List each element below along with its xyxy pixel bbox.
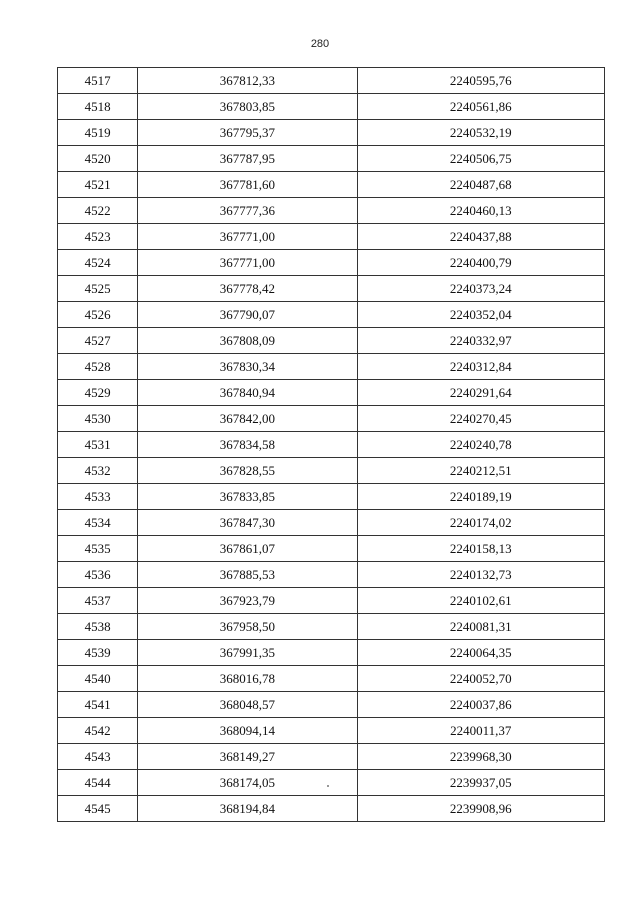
y-coordinate-cell: 2240400,79 bbox=[357, 250, 604, 276]
y-coordinate-cell: 2240240,78 bbox=[357, 432, 604, 458]
table-row bbox=[58, 666, 605, 692]
x-coordinate-cell: 368174,05 bbox=[138, 770, 357, 796]
y-coordinate-cell: 2239908,96 bbox=[357, 796, 604, 822]
table-row bbox=[58, 302, 605, 328]
x-coordinate-cell: 367771,00 bbox=[138, 224, 357, 250]
y-coordinate-cell: 2239968,30 bbox=[357, 744, 604, 770]
point-number-cell: 4533 bbox=[58, 484, 138, 510]
x-coordinate-cell: 367991,35 bbox=[138, 640, 357, 666]
point-number-cell: 4539 bbox=[58, 640, 138, 666]
x-coordinate-cell: 367923,79 bbox=[138, 588, 357, 614]
point-number-cell: 4527 bbox=[58, 328, 138, 354]
x-coordinate-cell: 368048,57 bbox=[138, 692, 357, 718]
x-coordinate-cell: 368194,84 bbox=[138, 796, 357, 822]
x-coordinate-cell: 367885,53 bbox=[138, 562, 357, 588]
point-number-cell: 4519 bbox=[58, 120, 138, 146]
point-number-cell: 4531 bbox=[58, 432, 138, 458]
y-coordinate-cell: 2240437,88 bbox=[357, 224, 604, 250]
table-row bbox=[58, 692, 605, 718]
point-number-cell: 4525 bbox=[58, 276, 138, 302]
y-coordinate-cell: 2240052,70 bbox=[357, 666, 604, 692]
table-row bbox=[58, 328, 605, 354]
point-number-cell: 4542 bbox=[58, 718, 138, 744]
table-row bbox=[58, 224, 605, 250]
table-row bbox=[58, 718, 605, 744]
table-row bbox=[58, 484, 605, 510]
y-coordinate-cell: 2240037,86 bbox=[357, 692, 604, 718]
table-row bbox=[58, 562, 605, 588]
table-row bbox=[58, 432, 605, 458]
point-number-cell: 4521 bbox=[58, 172, 138, 198]
table-row bbox=[58, 640, 605, 666]
scan-speck bbox=[327, 785, 329, 787]
point-number-cell: 4534 bbox=[58, 510, 138, 536]
point-number-cell: 4530 bbox=[58, 406, 138, 432]
x-coordinate-cell: 368149,27 bbox=[138, 744, 357, 770]
x-coordinate-cell: 367795,37 bbox=[138, 120, 357, 146]
point-number-cell: 4522 bbox=[58, 198, 138, 224]
y-coordinate-cell: 2240352,04 bbox=[357, 302, 604, 328]
y-coordinate-cell: 2240332,97 bbox=[357, 328, 604, 354]
x-coordinate-cell: 367790,07 bbox=[138, 302, 357, 328]
x-coordinate-cell: 367812,33 bbox=[138, 68, 357, 94]
y-coordinate-cell: 2240158,13 bbox=[357, 536, 604, 562]
y-coordinate-cell: 2240212,51 bbox=[357, 458, 604, 484]
table-row bbox=[58, 146, 605, 172]
y-coordinate-cell: 2240595,76 bbox=[357, 68, 604, 94]
x-coordinate-cell: 367834,58 bbox=[138, 432, 357, 458]
table-row bbox=[58, 536, 605, 562]
x-coordinate-cell: 367808,09 bbox=[138, 328, 357, 354]
point-number-cell: 4518 bbox=[58, 94, 138, 120]
point-number-cell: 4544 bbox=[58, 770, 138, 796]
point-number-cell: 4517 bbox=[58, 68, 138, 94]
table-row bbox=[58, 380, 605, 406]
x-coordinate-cell: 367830,34 bbox=[138, 354, 357, 380]
point-number-cell: 4543 bbox=[58, 744, 138, 770]
table-row bbox=[58, 458, 605, 484]
table-row bbox=[58, 796, 605, 822]
table-body bbox=[58, 68, 605, 822]
x-coordinate-cell: 368016,78 bbox=[138, 666, 357, 692]
y-coordinate-cell: 2240532,19 bbox=[357, 120, 604, 146]
point-number-cell: 4523 bbox=[58, 224, 138, 250]
y-coordinate-cell: 2240291,64 bbox=[357, 380, 604, 406]
x-coordinate-cell: 367847,30 bbox=[138, 510, 357, 536]
table-row bbox=[58, 406, 605, 432]
table-row bbox=[58, 354, 605, 380]
point-number-cell: 4537 bbox=[58, 588, 138, 614]
x-coordinate-cell: 367803,85 bbox=[138, 94, 357, 120]
x-coordinate-cell: 367771,00 bbox=[138, 250, 357, 276]
y-coordinate-cell: 2240011,37 bbox=[357, 718, 604, 744]
x-coordinate-cell: 367781,60 bbox=[138, 172, 357, 198]
point-number-cell: 4532 bbox=[58, 458, 138, 484]
y-coordinate-cell: 2240373,24 bbox=[357, 276, 604, 302]
x-coordinate-cell: 367787,95 bbox=[138, 146, 357, 172]
point-number-cell: 4545 bbox=[58, 796, 138, 822]
point-number-cell: 4526 bbox=[58, 302, 138, 328]
x-coordinate-cell: 367833,85 bbox=[138, 484, 357, 510]
table-row bbox=[58, 510, 605, 536]
point-number-cell: 4538 bbox=[58, 614, 138, 640]
table-row bbox=[58, 198, 605, 224]
y-coordinate-cell: 2240174,02 bbox=[357, 510, 604, 536]
page-number: 280 bbox=[310, 38, 330, 50]
point-number-cell: 4535 bbox=[58, 536, 138, 562]
x-coordinate-cell: 367777,36 bbox=[138, 198, 357, 224]
x-coordinate-cell: 367842,00 bbox=[138, 406, 357, 432]
point-number-cell: 4524 bbox=[58, 250, 138, 276]
x-coordinate-cell: 367778,42 bbox=[138, 276, 357, 302]
table-row bbox=[58, 276, 605, 302]
point-number-cell: 4541 bbox=[58, 692, 138, 718]
y-coordinate-cell: 2240312,84 bbox=[357, 354, 604, 380]
y-coordinate-cell: 2240102,61 bbox=[357, 588, 604, 614]
point-number-cell: 4540 bbox=[58, 666, 138, 692]
y-coordinate-cell: 2240270,45 bbox=[357, 406, 604, 432]
x-coordinate-cell: 367958,50 bbox=[138, 614, 357, 640]
x-coordinate-cell: 367840,94 bbox=[138, 380, 357, 406]
point-number-cell: 4536 bbox=[58, 562, 138, 588]
table-row bbox=[58, 172, 605, 198]
x-coordinate-cell: 367828,55 bbox=[138, 458, 357, 484]
table-row bbox=[58, 68, 605, 94]
point-number-cell: 4520 bbox=[58, 146, 138, 172]
y-coordinate-cell: 2240132,73 bbox=[357, 562, 604, 588]
point-number-cell: 4529 bbox=[58, 380, 138, 406]
y-coordinate-cell: 2240561,86 bbox=[357, 94, 604, 120]
table-row bbox=[58, 120, 605, 146]
table-row bbox=[58, 744, 605, 770]
y-coordinate-cell: 2240487,68 bbox=[357, 172, 604, 198]
x-coordinate-cell: 368094,14 bbox=[138, 718, 357, 744]
x-coordinate-cell: 367861,07 bbox=[138, 536, 357, 562]
table-row bbox=[58, 588, 605, 614]
y-coordinate-cell: 2240081,31 bbox=[357, 614, 604, 640]
table-row bbox=[58, 614, 605, 640]
table-row bbox=[58, 94, 605, 120]
y-coordinate-cell: 2240064,35 bbox=[357, 640, 604, 666]
coordinates-table bbox=[57, 67, 605, 822]
y-coordinate-cell: 2239937,05 bbox=[357, 770, 604, 796]
table-row bbox=[58, 250, 605, 276]
table-row bbox=[58, 770, 605, 796]
point-number-cell: 4528 bbox=[58, 354, 138, 380]
y-coordinate-cell: 2240189,19 bbox=[357, 484, 604, 510]
y-coordinate-cell: 2240506,75 bbox=[357, 146, 604, 172]
y-coordinate-cell: 2240460,13 bbox=[357, 198, 604, 224]
